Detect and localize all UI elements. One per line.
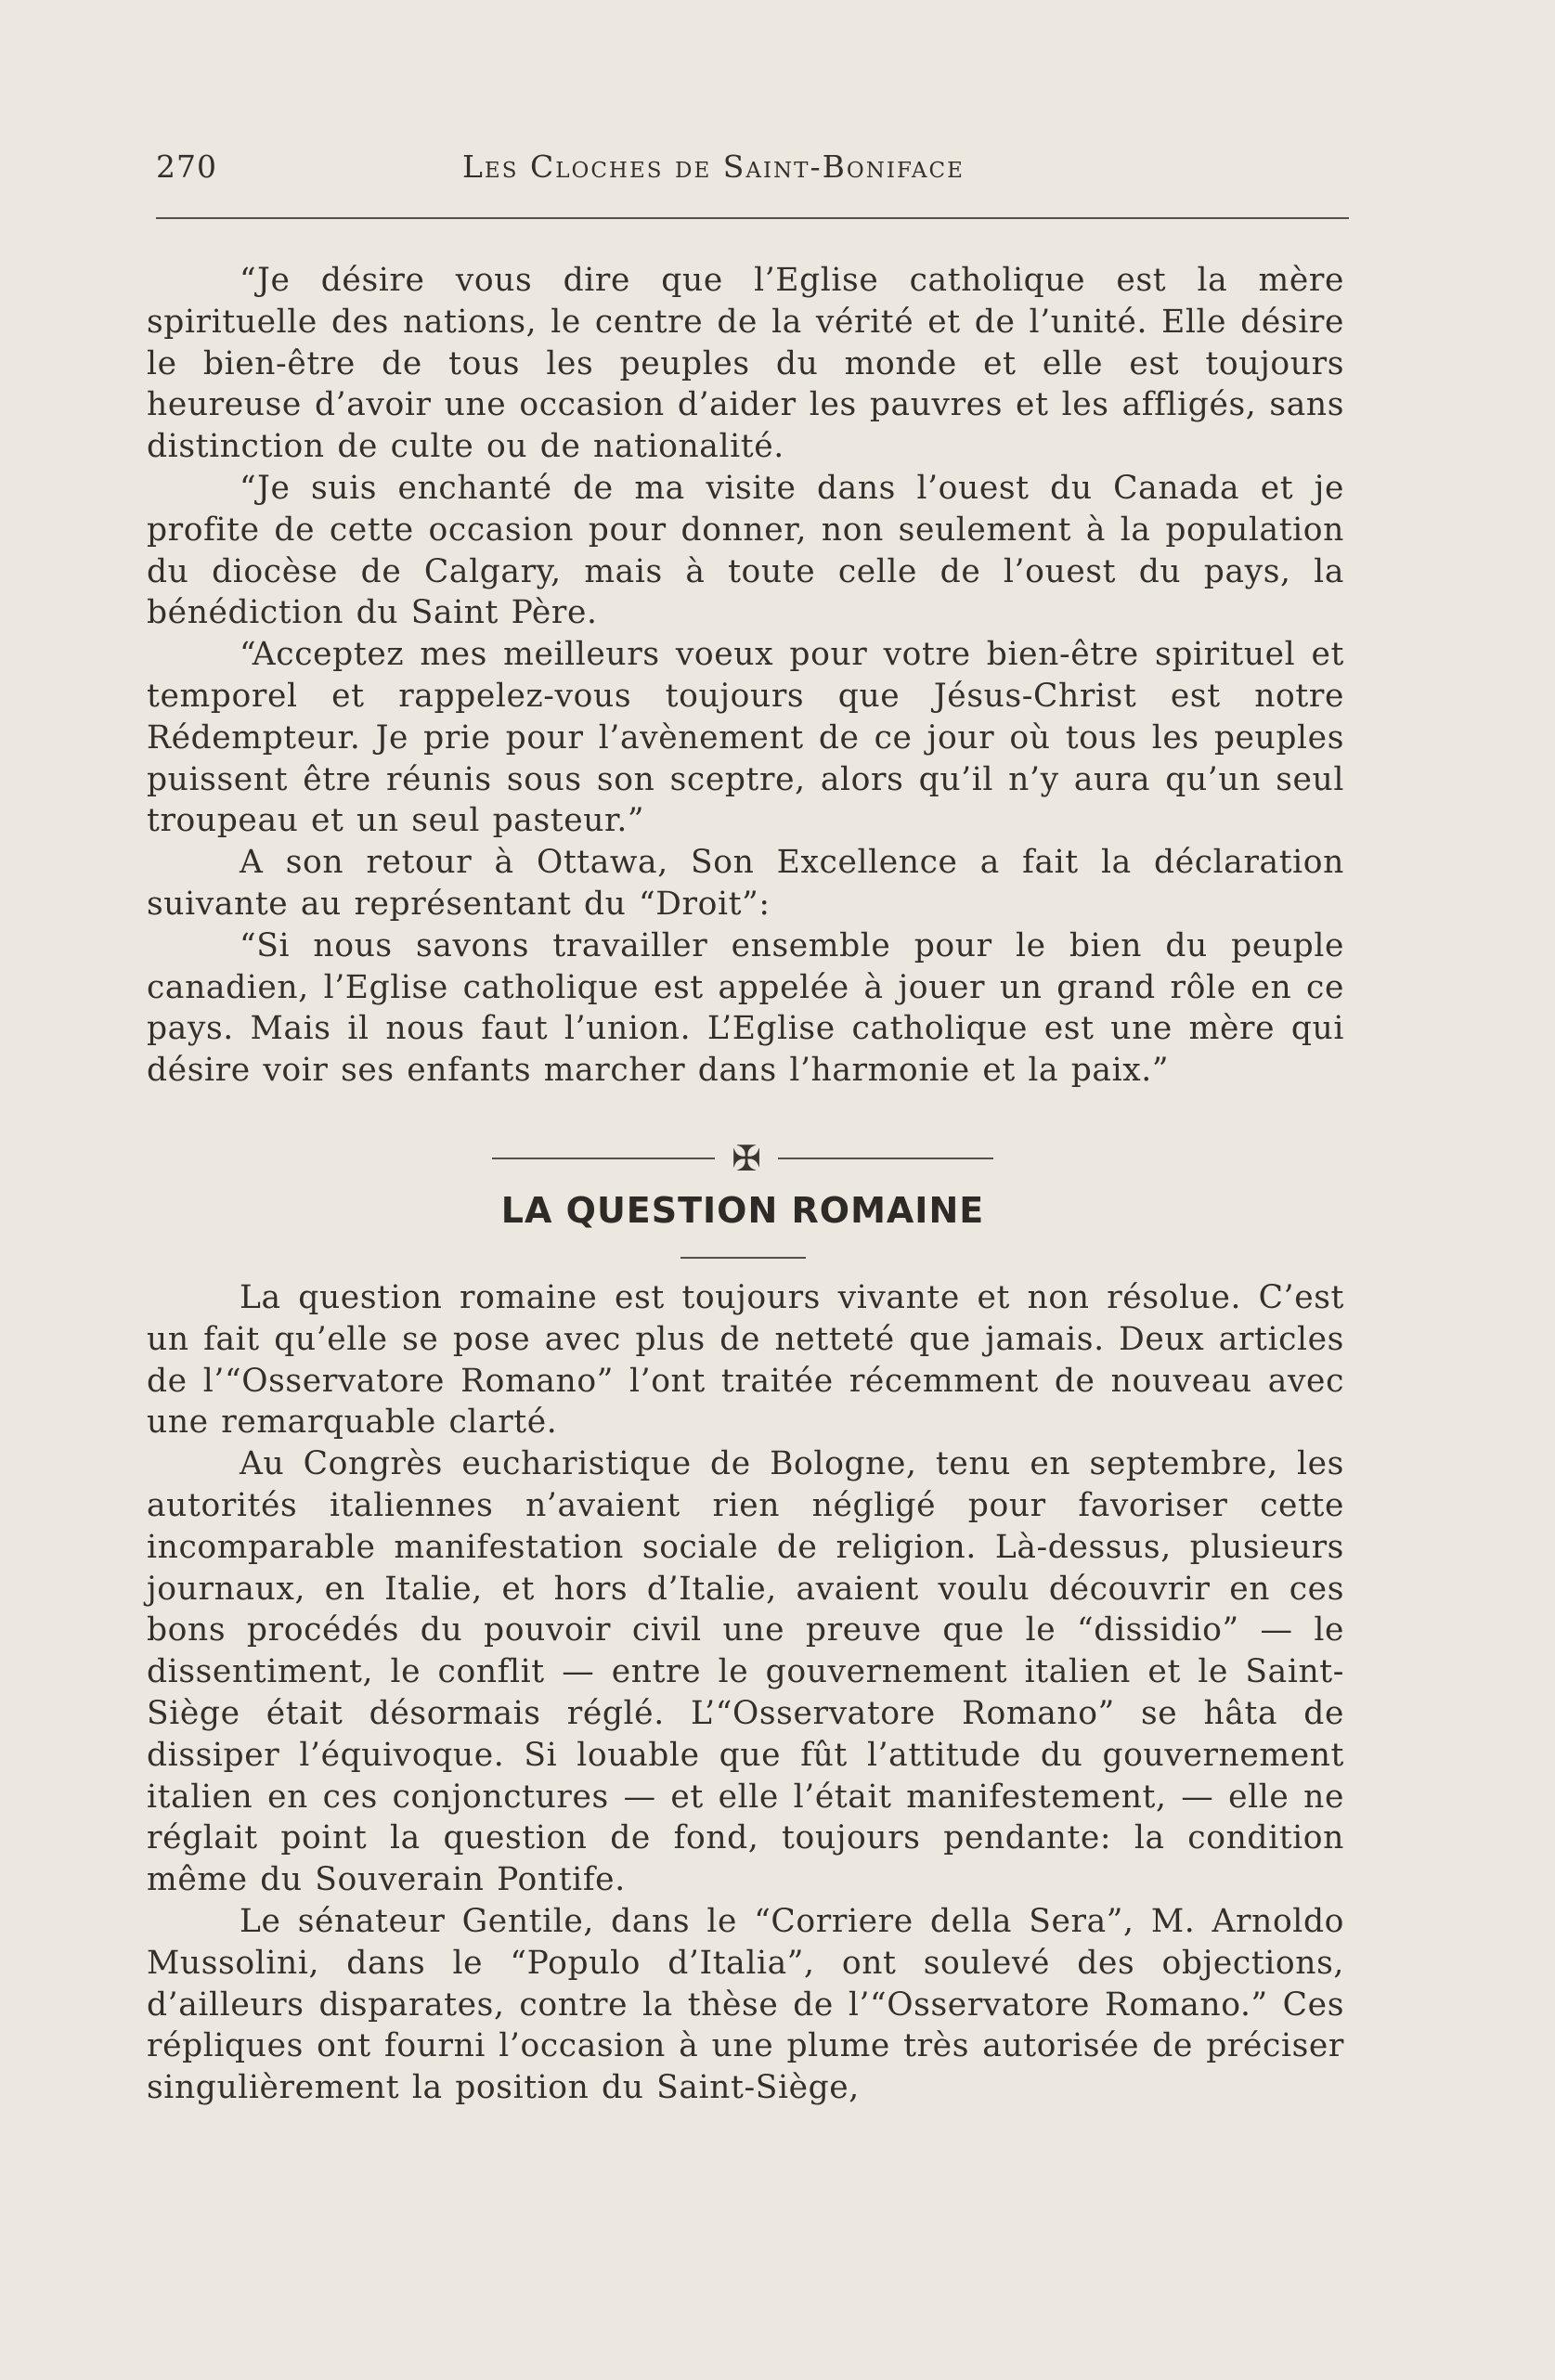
cross-icon: ✠ [732, 1138, 761, 1179]
section-heading: LA QUESTION ROMAINE [500, 1190, 985, 1231]
paragraph: A son retour à Ottawa, Son Excellence a fait la déclaration suivante au représentant du “Droit”: [147, 844, 1344, 923]
section-text [147, 1277, 1344, 2109]
divider-line-right [778, 1158, 993, 1159]
running-head [156, 149, 1349, 195]
journal-title: Les Cloches de Saint-Boniface [462, 149, 965, 185]
paragraph: Au Congrès eucharistique de Bologne, tenu en septembre, les autorités italiennes n’avaient rien négligé pour favoriser cette incomparable manifestation sociale de religion. Là-dessus, plusieurs journaux, en Italie, et hors d’Italie, avaient voulu découvrir en ces bons procédés du pouvoir civil une preuve que le “dissidio” — le dissentiment, le conflit — entre le gouvernement italien et le Saint-Siège était désormais réglé. L’“Osservatore Romano” se hâta de dissiper l’équivoque. Si louable que fût l’attitude du gouvernement italien en ces conjonctures — et elle l’était manifestement, — elle ne réglait point la question de fond, toujours pendante: la condition même du Souverain Pontife. [147, 1445, 1344, 1899]
paragraph: “Je désire vous dire que l’Eglise catholique est la mère spirituelle des nations, le centre de la vérité et de l’unité. Elle désire le bien-être de tous les peuples du monde et elle est toujours heureuse d’avoir une occasion d’aider les pauvres et les affligés, sans distinction de culte ou de nationalité. [147, 262, 1344, 466]
page-number: 270 [156, 149, 217, 185]
section-divider [492, 1140, 993, 1177]
header-rule [156, 217, 1349, 219]
divider-line-left [492, 1158, 715, 1159]
intro-text [147, 260, 1344, 1092]
paragraph: La question romaine est toujours vivante et non résolue. C’est un fait qu’elle se pose avec plus de netteté que jamais. Deux articles de l’“Osservatore Romano” l’ont traitée récemment de nouveau avec une remarquable clarté. [147, 1279, 1344, 1442]
paragraph: Le sénateur Gentile, dans le “Corriere della Sera”, M. Arnoldo Mussolini, dans le “Populo d’Italia”, ont soulevé des objections, d’ailleurs disparates, contre la thèse de l’“Osservatore Romano.” Ces répliques ont fourni l’occasion à une plume très autorisée de préciser singulièrement la position du Saint-Siège, [147, 1902, 1344, 2107]
heading-underline [680, 1257, 806, 1259]
paragraph: “Si nous savons travailler ensemble pour le bien du peuple canadien, l’Eglise catholique est appelée à jouer un grand rôle en ce pays. Mais il nous faut l’union. L’Eglise catholique est une mère qui désire voir ses enfants marcher dans l’harmonie et la paix.” [147, 926, 1344, 1090]
paragraph: “Je suis enchanté de ma visite dans l’ouest du Canada et je profite de cette occasion pour donner, non seulement à la population du diocèse de Calgary, mais à toute celle de l’ouest du pays, la bénédiction du Saint Père. [147, 469, 1344, 632]
paragraph: “Acceptez mes meilleurs voeux pour votre bien-être spirituel et temporel et rappelez-vous toujours que Jésus-Christ est notre Rédempteur. Je prie pour l’avènement de ce jour où tous les peuples puissent être réunis sous son sceptre, alors qu’il n’y aura qu’un seul troupeau et un seul pasteur.” [147, 636, 1344, 840]
